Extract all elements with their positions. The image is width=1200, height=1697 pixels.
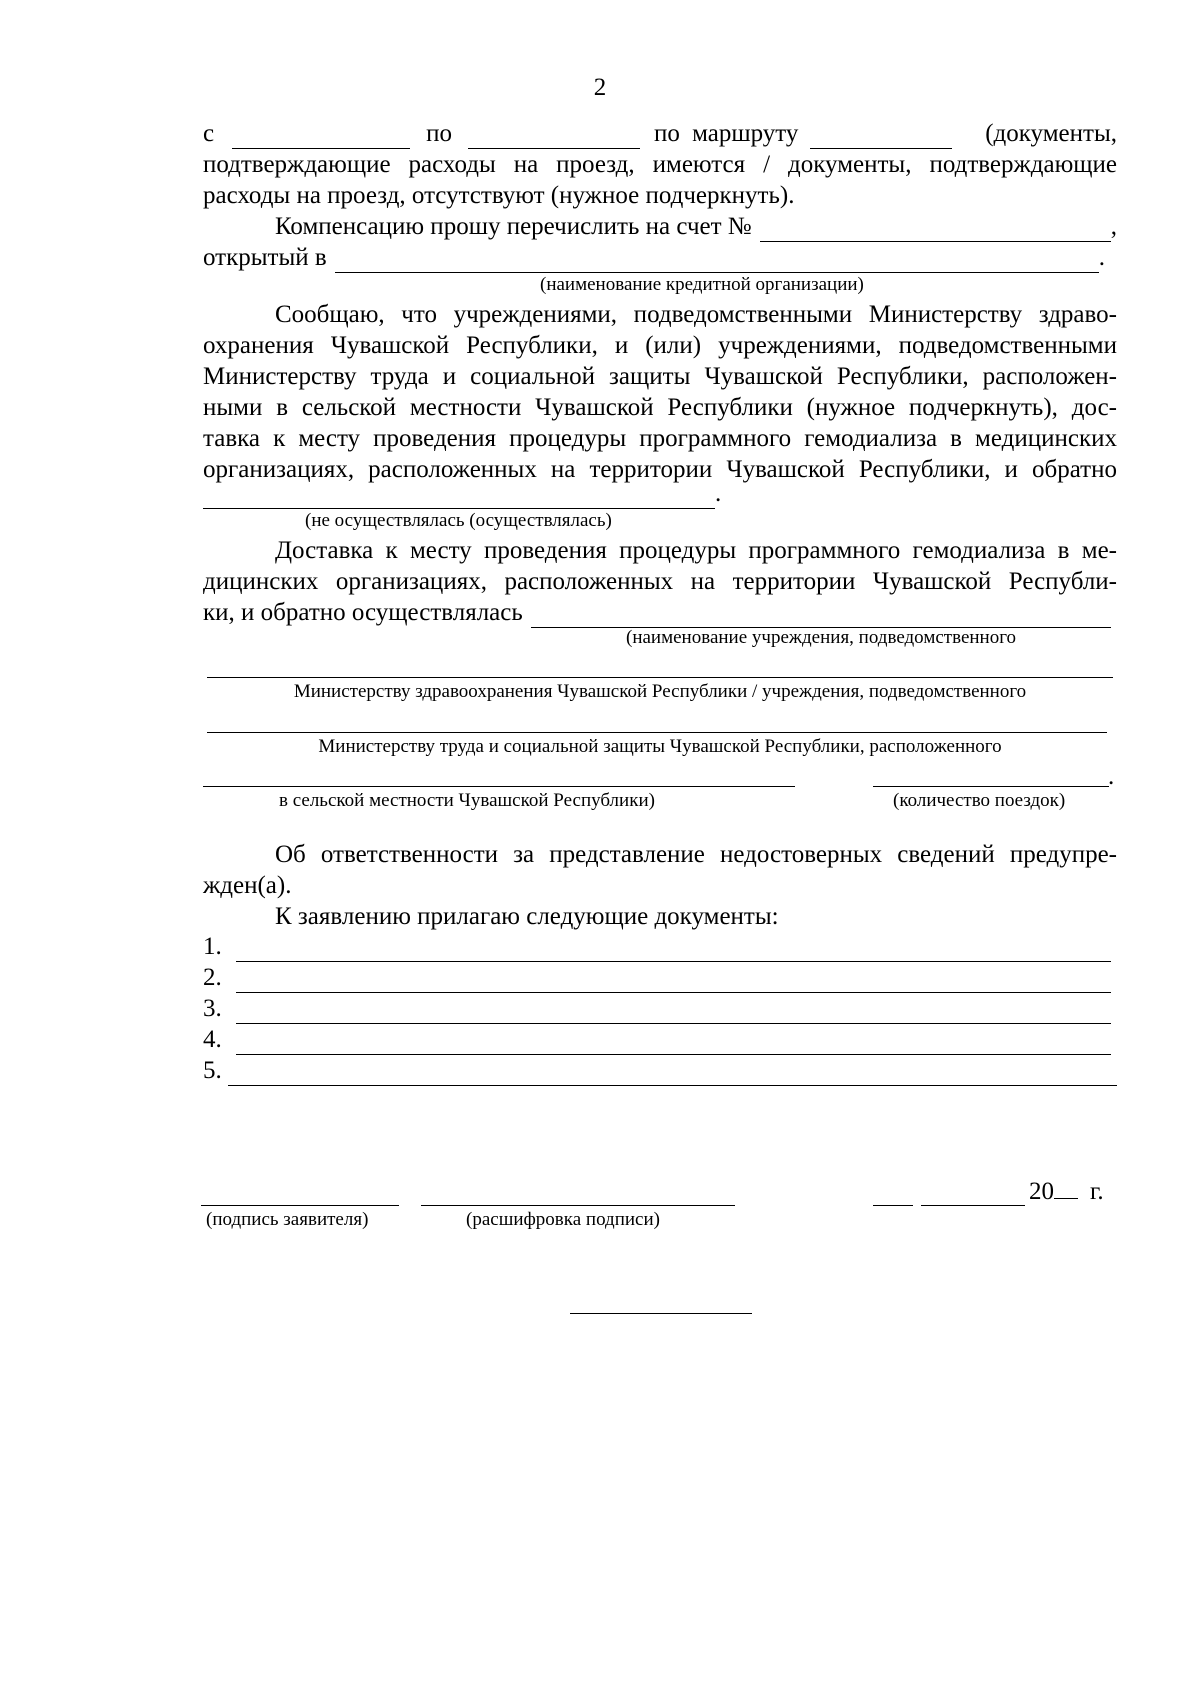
account-line — [275, 211, 1117, 242]
attachment-item — [203, 1024, 1111, 1055]
attachment-number: 2. — [203, 964, 222, 991]
delivery-status-caption: (не осуществлялась (осуществлялась) — [305, 510, 612, 531]
institution-field-line-3[interactable] — [207, 732, 1107, 733]
trip-count-caption: (количество поездок) — [893, 790, 1066, 811]
attachment-field[interactable] — [236, 1001, 1111, 1024]
trip-count-field[interactable] — [873, 786, 1109, 787]
text-line: организациях, расположенных на территории Чувашской Республики, и обратно — [203, 456, 1117, 483]
to-label: по — [426, 120, 452, 147]
punct: . — [1098, 244, 1105, 271]
attachment-number: 3. — [203, 995, 222, 1022]
bank-caption: (наименование кредитной организации) — [540, 274, 864, 295]
punct: . — [1108, 763, 1115, 790]
month-field[interactable] — [921, 1205, 1025, 1206]
delivery-status-line — [203, 478, 723, 509]
closing-divider — [570, 1313, 752, 1314]
text-line: ными в сельской местности Чувашской Республики (нужное подчеркнуть), дос- — [203, 394, 1117, 421]
documents-label: (документы, — [985, 120, 1117, 147]
trip-line — [203, 118, 1117, 149]
text-line: подтверждающие расходы на проезд, имеются / документы, подтверждающие — [203, 151, 1117, 178]
institution-field-line-2[interactable] — [207, 677, 1113, 678]
attachment-item — [203, 931, 1111, 962]
account-label: Компенсацию прошу перечислить на счет № — [275, 213, 752, 240]
from-date-field[interactable] — [232, 126, 410, 149]
text-line: дицинских организациях, расположенных на территории Чувашской Республи- — [203, 568, 1117, 595]
bank-label: открытый в — [203, 244, 327, 271]
year-label — [1029, 1176, 1104, 1207]
attachment-number: 5. — [203, 1057, 222, 1084]
route-label: по маршруту — [654, 120, 799, 147]
institution-caption: Министерству труда и социальной защиты Чувашской Республики, расположенного — [318, 736, 1002, 757]
signature-field[interactable] — [201, 1205, 399, 1206]
attachment-number: 1. — [203, 933, 222, 960]
attachment-field[interactable] — [228, 1063, 1117, 1086]
text-line: тавка к месту проведения процедуры программного гемодиализа в медицинских — [203, 425, 1117, 452]
year-prefix: 20 — [1029, 1178, 1054, 1205]
to-date-field[interactable] — [468, 126, 640, 149]
year-field[interactable] — [1054, 1178, 1078, 1199]
text-line: Об ответственности за представление недостоверных сведений предупре- — [275, 841, 1117, 868]
attachments-intro: К заявлению прилагаю следующие документы: — [275, 903, 779, 930]
institution-field[interactable] — [531, 605, 1111, 628]
attachment-number: 4. — [203, 1026, 222, 1053]
account-number-field[interactable] — [760, 219, 1111, 242]
day-field[interactable] — [873, 1205, 913, 1206]
from-label: с — [203, 120, 215, 147]
institution-label: ки, и обратно осуществлялась — [203, 599, 523, 626]
attachment-item — [203, 1055, 1117, 1086]
punct: . — [715, 480, 722, 507]
route-field[interactable] — [810, 126, 952, 149]
bank-line — [203, 242, 1105, 273]
signature-decode-caption: (расшифровка подписи) — [466, 1209, 660, 1230]
institution-line — [203, 597, 1111, 628]
text-line: расходы на проезд, отсутствуют (нужное подчеркнуть). — [203, 182, 795, 209]
text-line: Доставка к месту проведения процедуры программного гемодиализа в ме- — [275, 537, 1117, 564]
text-line: Сообщаю, что учреждениями, подведомственными Министерству здраво- — [275, 301, 1117, 328]
attachment-field[interactable] — [236, 970, 1111, 993]
attachment-item — [203, 962, 1111, 993]
institution-caption: в сельской местности Чувашской Республики) — [279, 790, 655, 811]
attachment-field[interactable] — [236, 939, 1111, 962]
attachment-item — [203, 993, 1111, 1024]
signature-caption: (подпись заявителя) — [206, 1209, 369, 1230]
institution-caption: (наименование учреждения, подведомственного — [626, 627, 1017, 648]
bank-name-field[interactable] — [335, 250, 1099, 273]
text-line: жден(а). — [203, 872, 292, 899]
institution-caption: Министерству здравоохранения Чувашской Республики / учреждения, подведомственного — [293, 681, 1027, 702]
year-suffix: г. — [1090, 1178, 1104, 1205]
text-line: Министерству труда и социальной защиты Чувашской Республики, расположен- — [203, 363, 1117, 390]
page-number: 2 — [593, 74, 607, 101]
institution-field-line-4[interactable] — [203, 786, 795, 787]
text-line: охранения Чувашской Республики, и (или) учреждениями, подведомственными — [203, 332, 1117, 359]
attachment-field[interactable] — [236, 1032, 1111, 1055]
delivery-status-field[interactable] — [203, 486, 715, 509]
signature-decode-field[interactable] — [421, 1205, 735, 1206]
punct: , — [1110, 213, 1117, 240]
